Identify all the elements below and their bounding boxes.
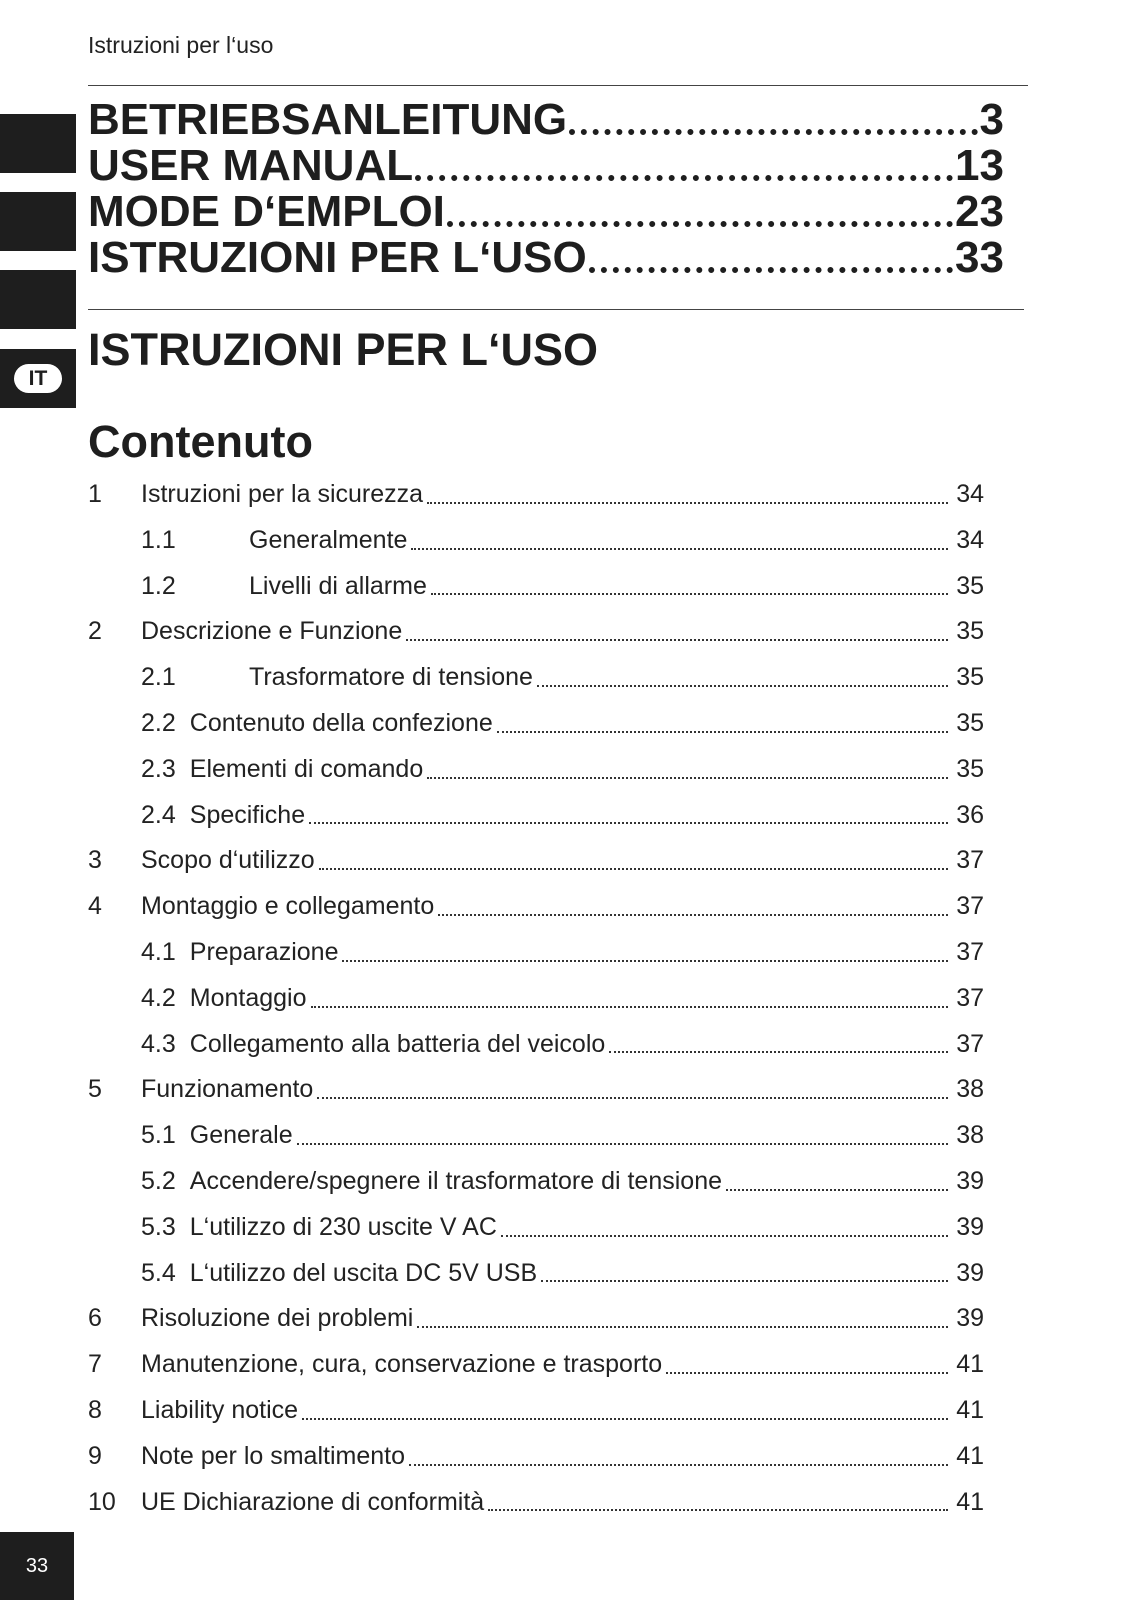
toc-entry-page: 39 [956, 1258, 984, 1287]
dot-leader [406, 639, 948, 641]
toc-entry-title: L‘utilizzo del uscita DC 5V USB [189, 1258, 538, 1287]
toc-subentry-number: 5.1 [141, 1121, 176, 1150]
language-tab-it[interactable] [0, 349, 76, 408]
toc-entry-title: Trasformatore di tensione [249, 663, 533, 692]
toc-entry-page: 41 [956, 1441, 984, 1470]
header-divider [88, 85, 1028, 86]
toc-entry-page: 36 [956, 800, 984, 829]
toc-entry-page: 39 [956, 1166, 984, 1195]
language-tab-de[interactable] [0, 114, 76, 173]
toc-entry[interactable] [88, 1434, 984, 1480]
dot-leader [488, 1509, 948, 1511]
toc-subentry[interactable] [88, 518, 984, 564]
toc-subentry[interactable] [88, 564, 984, 610]
toc-subentry[interactable] [88, 701, 984, 747]
toc-entry-title: Liability notice [141, 1395, 299, 1424]
toc-entry-title: Collegamento alla batteria del veicolo [189, 1029, 606, 1058]
toc-subentry[interactable] [88, 930, 984, 976]
dot-leader [409, 1464, 948, 1466]
toc-entry[interactable] [88, 1296, 984, 1342]
toc-entry-title: Livelli di allarme [249, 571, 427, 600]
toc-entry-title: Descrizione e Funzione [141, 617, 403, 646]
toc-entry-title: Montaggio e collegamento [141, 892, 435, 921]
toc-entry-number: 6 [88, 1304, 102, 1333]
toc-subentry-number: 1.2 [141, 571, 176, 600]
toc-entry[interactable] [88, 884, 984, 930]
running-header: Istruzioni per l‘uso [88, 32, 274, 58]
toc-subentry-number: 2.4 [141, 800, 176, 829]
toc-entry-page: 37 [956, 937, 984, 966]
page-number: 33 [0, 1532, 74, 1600]
language-page: 23 [955, 187, 1004, 236]
dot-leader [438, 914, 948, 916]
language-entry[interactable] [88, 97, 1004, 143]
toc-entry-title: Montaggio [189, 983, 307, 1012]
language-label: BETRIEBSANLEITUNG [88, 95, 568, 144]
toc-entry-title: Specifiche [189, 800, 306, 829]
toc-entry-title: Elementi di comando [189, 754, 424, 783]
toc-entry-title: Accendere/spegnere il trasformatore di tensione [189, 1166, 723, 1195]
toc-subentry-number: 4.3 [141, 1029, 176, 1058]
toc-subentry-number: 2.1 [141, 663, 176, 692]
language-code-badge: IT [14, 364, 62, 393]
toc-entry-title: Generalmente [249, 525, 408, 554]
dot-leader [319, 868, 948, 870]
dot-leader [411, 548, 948, 550]
toc-entry-page: 41 [956, 1487, 984, 1516]
toc-entry-page: 37 [956, 892, 984, 921]
toc-entry-title: Note per lo smaltimento [141, 1441, 406, 1470]
dot-leader [431, 593, 948, 595]
toc-entry-title: UE Dichiarazione di conformità [141, 1487, 485, 1516]
toc-entry-page: 35 [956, 617, 984, 646]
toc-entry-title: Istruzioni per la sicurezza [141, 480, 424, 508]
toc-subentry-number: 4.1 [141, 937, 176, 966]
toc-entry-title: Generale [189, 1121, 293, 1150]
language-index [88, 97, 1004, 281]
toc-entry-title: Funzionamento [141, 1075, 314, 1104]
dot-leader [311, 1006, 948, 1008]
dot-leader [541, 1280, 948, 1282]
toc-entry-number: 4 [88, 892, 102, 921]
toc-entry-page: 41 [956, 1395, 984, 1424]
toc-subentry-number: 5.3 [141, 1212, 176, 1241]
toc-subentry-number: 1.1 [141, 525, 176, 554]
toc-entry[interactable] [88, 1342, 984, 1388]
dot-leader [309, 822, 948, 824]
language-label: ISTRUZIONI PER L‘USO [88, 233, 587, 282]
toc-entry-page: 35 [956, 754, 984, 783]
dot-leader [501, 1235, 948, 1237]
toc-entry-number: 2 [88, 617, 102, 646]
toc-entry-title: Contenuto della confezione [189, 708, 493, 737]
toc-entry-page: 37 [956, 846, 984, 875]
toc-entry-number: 10 [88, 1487, 116, 1516]
toc-entry-title: Preparazione [189, 937, 339, 966]
dot-leader [317, 1097, 948, 1099]
toc-entry-page: 35 [956, 708, 984, 737]
toc-entry-page: 38 [956, 1121, 984, 1150]
toc-entry-page: 37 [956, 983, 984, 1012]
dot-leader [342, 960, 948, 962]
toc-subentry[interactable] [88, 976, 984, 1022]
dot-leader [537, 685, 948, 687]
toc-subentry[interactable] [88, 1205, 984, 1251]
toc-subentry[interactable] [88, 747, 984, 793]
toc-entry[interactable] [88, 1388, 984, 1434]
language-label: MODE D‘EMPLOI [88, 187, 445, 236]
toc-entry-title: Risoluzione dei problemi [141, 1304, 414, 1333]
language-entry[interactable] [88, 235, 1004, 281]
toc-entry-number: 7 [88, 1350, 102, 1379]
toc-subentry[interactable] [88, 655, 984, 701]
dot-leader [447, 221, 953, 227]
toc-entry[interactable] [88, 609, 984, 655]
toc-subentry-number: 5.4 [141, 1258, 176, 1287]
dot-leader [417, 1326, 948, 1328]
toc-entry-page: 39 [956, 1212, 984, 1241]
toc-entry-number: 3 [88, 846, 102, 875]
toc-subentry-number: 5.2 [141, 1166, 176, 1195]
language-tab-fr[interactable] [0, 270, 76, 329]
language-page: 13 [955, 141, 1004, 190]
dot-leader [415, 175, 953, 181]
dot-leader [497, 731, 948, 733]
toc-entry-page: 35 [956, 663, 984, 692]
toc-entry-number: 5 [88, 1075, 102, 1104]
toc-subentry[interactable] [88, 1022, 984, 1068]
toc-heading: Contenuto [88, 416, 313, 467]
toc-subentry[interactable] [88, 1113, 984, 1159]
section-title: ISTRUZIONI PER L‘USO [88, 324, 599, 375]
toc-entry-page: 38 [956, 1075, 984, 1104]
language-page: 3 [979, 95, 1004, 144]
toc-subentry[interactable] [88, 1159, 984, 1205]
toc-entry[interactable] [88, 838, 984, 884]
toc-subentry[interactable] [88, 793, 984, 839]
table-of-contents [88, 472, 984, 1525]
language-page: 33 [955, 233, 1004, 282]
dot-leader [589, 267, 953, 273]
toc-entry-number: 1 [88, 480, 102, 508]
toc-entry-title: L‘utilizzo di 230 uscite V AC [189, 1212, 497, 1241]
toc-subentry-number: 2.2 [141, 708, 176, 737]
dot-leader [297, 1143, 948, 1145]
toc-entry-page: 37 [956, 1029, 984, 1058]
toc-entry-page: 34 [956, 480, 984, 508]
toc-entry-number: 8 [88, 1395, 102, 1424]
toc-entry[interactable] [88, 1480, 984, 1526]
dot-leader [726, 1189, 948, 1191]
toc-entry[interactable] [88, 1067, 984, 1113]
toc-entry-page: 35 [956, 571, 984, 600]
language-entry[interactable] [88, 189, 1004, 235]
toc-subentry[interactable] [88, 1251, 984, 1297]
dot-leader [666, 1372, 948, 1374]
language-label: USER MANUAL [88, 141, 414, 190]
toc-entry[interactable] [88, 472, 984, 518]
language-tab-en[interactable] [0, 192, 76, 251]
language-entry[interactable] [88, 143, 1004, 189]
toc-subentry-number: 4.2 [141, 983, 176, 1012]
section-divider [88, 309, 1024, 310]
toc-subentry-number: 2.3 [141, 754, 176, 783]
toc-entry-page: 41 [956, 1350, 984, 1379]
toc-entry-title: Manutenzione, cura, conservazione e trasporto [141, 1350, 663, 1379]
dot-leader [569, 129, 977, 135]
dot-leader [427, 777, 948, 779]
dot-leader [427, 502, 948, 504]
dot-leader [302, 1418, 948, 1420]
toc-entry-page: 34 [956, 525, 984, 554]
toc-entry-page: 39 [956, 1304, 984, 1333]
toc-entry-title: Scopo d‘utilizzo [141, 846, 315, 875]
toc-entry-number: 9 [88, 1441, 102, 1470]
dot-leader [609, 1051, 948, 1053]
